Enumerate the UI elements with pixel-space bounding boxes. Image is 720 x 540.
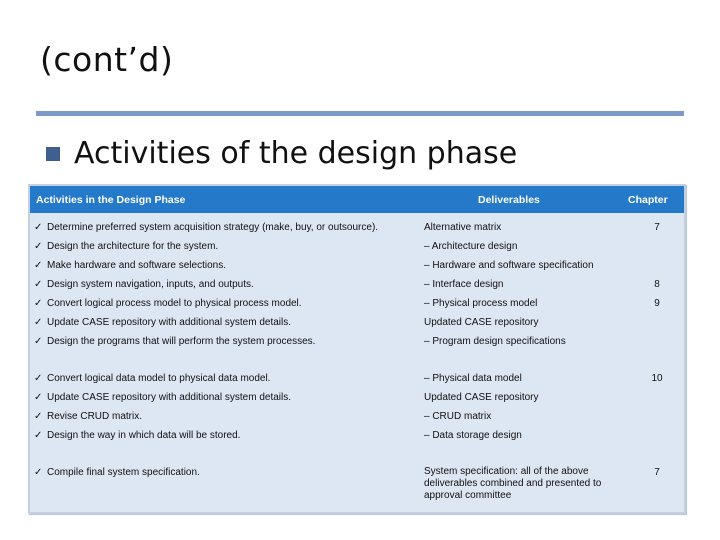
table-row: [30, 278, 684, 296]
title-divider: [36, 111, 684, 116]
check-icon: ✓: [34, 222, 43, 233]
check-icon: ✓: [34, 392, 43, 403]
activity-cell: Update CASE repository with additional system details.: [47, 392, 292, 403]
activity-cell: Design the architecture for the system.: [47, 241, 219, 252]
check-icon: ✓: [34, 336, 43, 347]
table-row: [30, 466, 684, 510]
table-row: [30, 391, 684, 409]
activity-cell: Convert logical process model to physical process model.: [47, 298, 302, 309]
activity-cell: Design system navigation, inputs, and outputs.: [47, 279, 254, 290]
check-icon: ✓: [34, 241, 43, 252]
check-icon: ✓: [34, 411, 43, 422]
header-chapter: Chapter: [628, 194, 668, 206]
deliverable-cell: – Interface design: [424, 279, 504, 290]
check-icon: ✓: [34, 373, 43, 384]
deliverable-cell: – Data storage design: [424, 430, 522, 441]
chapter-cell: 7: [654, 467, 660, 478]
header-deliverables: Deliverables: [478, 194, 540, 206]
activity-cell: Design the programs that will perform the system processes.: [47, 336, 316, 347]
activity-cell: Revise CRUD matrix.: [47, 411, 143, 422]
table-row: [30, 429, 684, 447]
activity-cell: Design the way in which data will be stored.: [47, 430, 241, 441]
deliverable-cell: Updated CASE repository: [424, 317, 539, 328]
header-activities: Activities in the Design Phase: [36, 194, 186, 206]
check-icon: ✓: [34, 467, 43, 478]
activity-cell: Convert logical data model to physical data model.: [47, 373, 271, 384]
table-row: [30, 335, 684, 353]
design-phase-table: [28, 184, 686, 514]
activity-cell: Update CASE repository with additional system details.: [47, 317, 292, 328]
chapter-cell: 8: [654, 279, 660, 290]
table-row: [30, 259, 684, 277]
deliverable-cell: – Hardware and software specification: [424, 260, 594, 271]
deliverable-cell: – Program design specifications: [424, 336, 566, 347]
square-bullet-icon: [46, 147, 60, 161]
deliverable-cell: System specification: all of the above deliverables combined and presented to approval committee: [424, 466, 602, 501]
deliverable-cell: Updated CASE repository: [424, 392, 539, 403]
check-icon: ✓: [34, 430, 43, 441]
check-icon: ✓: [34, 317, 43, 328]
slide-title: (cont’d): [40, 40, 174, 79]
bullet-point: [46, 133, 517, 173]
chapter-cell: 7: [654, 222, 660, 233]
deliverable-cell: – Physical data model: [424, 373, 522, 384]
check-icon: ✓: [34, 279, 43, 290]
check-icon: ✓: [34, 260, 43, 271]
table-header: [30, 186, 684, 213]
activity-cell: Determine preferred system acquisition strategy (make, buy, or outsource).: [47, 222, 379, 233]
activity-cell: Compile final system specification.: [47, 467, 200, 478]
table-row: [30, 316, 684, 334]
deliverable-cell: – Architecture design: [424, 241, 518, 252]
deliverable-cell: – CRUD matrix: [424, 411, 492, 422]
deliverable-cell: Alternative matrix: [424, 222, 502, 233]
deliverable-cell: – Physical process model: [424, 298, 538, 309]
chapter-cell: 10: [651, 373, 663, 384]
table-row: [30, 297, 684, 315]
bullet-text: Activities of the design phase: [74, 135, 518, 171]
table-row: [30, 410, 684, 428]
table-row: [30, 221, 684, 239]
check-icon: ✓: [34, 298, 43, 309]
activity-cell: Make hardware and software selections.: [47, 260, 226, 271]
table-row: [30, 240, 684, 258]
chapter-cell: 9: [654, 298, 660, 309]
table-row: [30, 372, 684, 390]
